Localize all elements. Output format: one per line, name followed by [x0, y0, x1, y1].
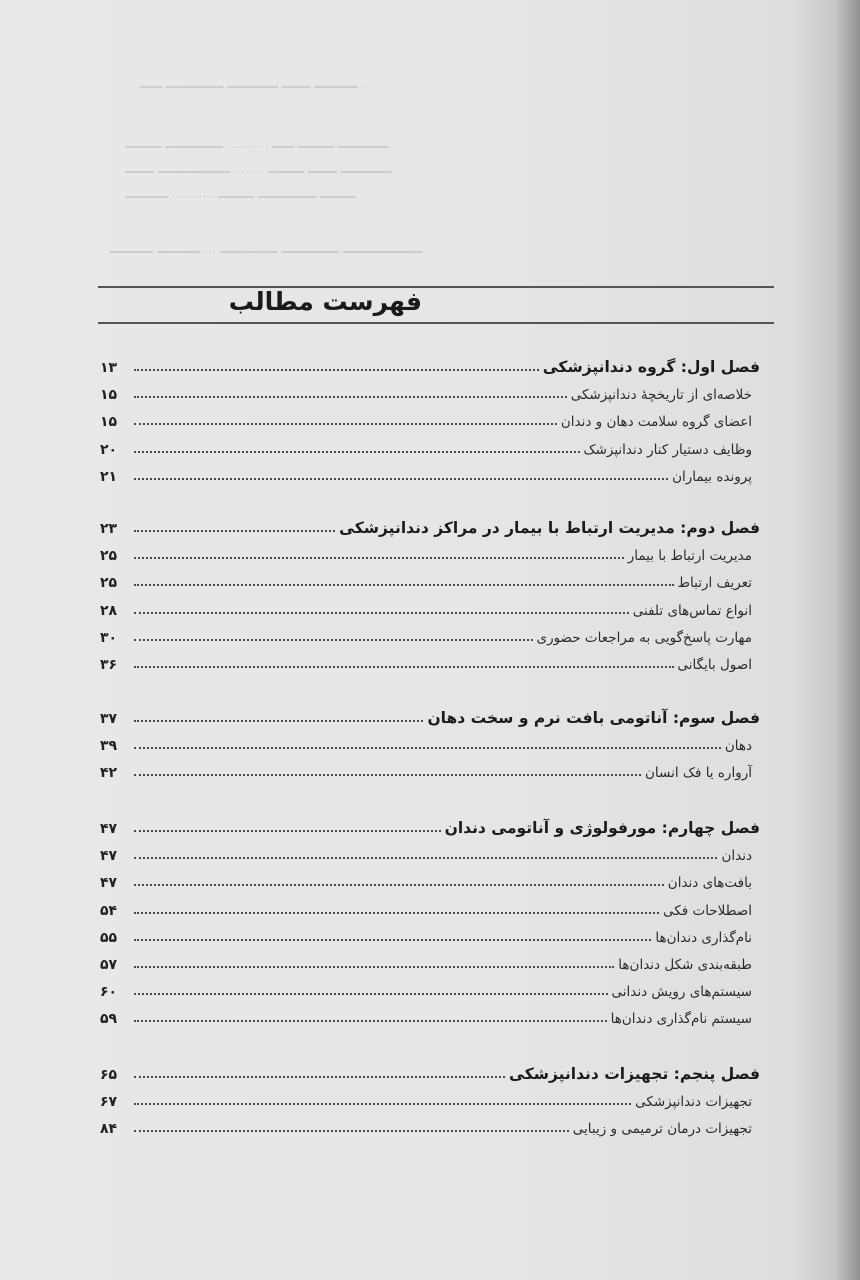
toc-entry-row	[100, 593, 760, 619]
page-number: ۳۰	[100, 629, 118, 646]
toc-entry-label: تعریف ارتباط	[677, 575, 752, 592]
toc-entry-row	[100, 1084, 760, 1110]
toc-entry-label: سیستم نام‌گذاری دندان‌ها	[610, 1011, 752, 1028]
page-number: ۸۴	[100, 1121, 118, 1138]
chapter-title: فصل پنجم: تجهیزات دندانپزشکی	[509, 1065, 760, 1083]
dot-leader	[134, 884, 664, 886]
dot-leader	[134, 396, 567, 398]
dot-leader	[134, 639, 533, 641]
page-number: ۴۷	[100, 875, 118, 892]
toc-entry-row	[100, 404, 760, 430]
toc-entry-row	[100, 565, 760, 591]
dot-leader	[134, 584, 674, 586]
page-number: ۴۷	[100, 821, 118, 837]
toc-entry-row	[100, 647, 760, 673]
page-number: ۳۶	[100, 657, 118, 673]
toc-entry-label: نام‌گذاری دندان‌ها	[655, 929, 752, 946]
page-title: فهرست مطالب	[228, 287, 422, 316]
toc-entry-label: اصول بایگانی	[677, 657, 752, 673]
dot-leader	[134, 451, 580, 453]
dot-leader	[134, 720, 423, 722]
chapter-title: فصل چهارم: مورفولوژی و آناتومی دندان	[444, 819, 760, 837]
dot-leader	[134, 912, 659, 914]
toc-entry-row	[100, 1111, 760, 1137]
page-number: ۱۵	[100, 387, 118, 404]
toc-entry-label: دندان	[721, 848, 752, 865]
page-number: ۲۵	[100, 575, 118, 592]
dot-leader	[134, 857, 717, 859]
dot-leader	[134, 666, 674, 668]
dot-leader	[134, 530, 335, 532]
page-number: ۱۳	[100, 360, 118, 376]
dot-leader	[134, 369, 539, 371]
toc-chapter-row	[100, 811, 760, 837]
dot-leader	[134, 966, 614, 968]
dot-leader	[134, 939, 651, 941]
page-number: ۲۰	[100, 441, 118, 458]
toc-chapter-row	[100, 511, 760, 537]
toc-entry-label: خلاصه‌ای از تاریخچهٔ دندانپزشکی	[570, 387, 752, 404]
toc-entry-label: مدیریت ارتباط با بیمار	[627, 548, 752, 565]
toc-entry-row	[100, 920, 760, 946]
page-number: ۲۵	[100, 548, 118, 565]
toc-entry-label: تجهیزات درمان ترمیمی و زیبایی	[572, 1121, 752, 1138]
dot-leader	[134, 423, 557, 425]
toc-entry-row	[100, 459, 760, 485]
dot-leader	[134, 1130, 569, 1132]
page-number: ۶۷	[100, 1094, 118, 1111]
toc-entry-row	[100, 755, 760, 781]
toc-entry-label: وظایف دستیار کنار دندانپزشک	[583, 441, 752, 458]
toc-entry-label: انواع تماس‌های تلفنی	[632, 602, 752, 619]
dot-leader	[134, 1076, 505, 1078]
toc-entry-label: پرونده بیماران	[672, 468, 752, 485]
dot-leader	[134, 557, 624, 559]
toc-entry-label: تجهیزات دندانپزشکی	[635, 1094, 752, 1111]
page-number: ۳۹	[100, 738, 118, 755]
chapter-title: فصل سوم: آناتومی بافت نرم و سخت دهان	[427, 709, 760, 727]
show-through-text: ━━━━━━━ ━━━━ ━━━━━ ········ ━━━━━━━━━━ ━━━━	[125, 165, 392, 179]
toc-entry-row	[100, 377, 760, 403]
page-number: ۵۹	[100, 1011, 118, 1028]
toc-chapter-row	[100, 701, 760, 727]
page-number: ۲۸	[100, 602, 118, 619]
dot-leader	[134, 747, 721, 749]
page-number: ۳۷	[100, 711, 118, 727]
toc-entry-label: دهان	[724, 738, 752, 755]
page-number: ۲۱	[100, 468, 118, 485]
dot-leader	[134, 830, 441, 832]
page-number: ۶۰	[100, 984, 118, 1001]
toc-entry-row	[100, 838, 760, 864]
toc-entry-row	[100, 432, 760, 458]
toc-entry-label: آرواره یا فک انسان	[645, 765, 752, 782]
toc-entry-row	[100, 893, 760, 919]
toc-entry-row	[100, 947, 760, 973]
toc-entry-label: اصطلاحات فکی	[663, 902, 752, 919]
toc-entry-row	[100, 1001, 760, 1027]
toc-entry-row	[100, 620, 760, 646]
page-number: ۴۷	[100, 848, 118, 865]
toc-entry-label: مهارت پاسخ‌گویی به مراجعات حضوری	[536, 629, 752, 646]
page-number: ۶۵	[100, 1067, 118, 1083]
dot-leader	[134, 1103, 631, 1105]
toc-chapter-row	[100, 350, 760, 376]
page-number: ۴۲	[100, 765, 118, 782]
show-through-text: · ━━━━━━ ━━━━ ━━━━━━━ ━━━━━━━━ ━━━	[140, 80, 366, 94]
chapter-title: فصل دوم: مدیریت ارتباط با بیمار در مراکز دندانپزشکی	[339, 519, 760, 537]
page-number: ۱۵	[100, 414, 118, 431]
toc-entry-row	[100, 728, 760, 754]
dot-leader	[134, 774, 641, 776]
show-through-text: ━━━━━━━ ━━━━━ ━━━ ··········· ━━━━━━━━ ━━━━━	[125, 140, 389, 154]
page-number: ۵۵	[100, 929, 118, 946]
toc-entry-row	[100, 538, 760, 564]
page-number: ۲۳	[100, 521, 118, 537]
dot-leader	[134, 612, 629, 614]
toc-entry-label: اعضای گروه سلامت دهان و دندان	[560, 414, 752, 431]
toc-entry-label: بافت‌های دندان	[667, 875, 752, 892]
show-through-text: ━━━━━━━━━━━ ━━━━━━━━ ━━━━━━━━ ··· ━━━━━━ ━━━━━━	[110, 245, 423, 259]
dot-leader	[134, 993, 608, 995]
dot-leader	[134, 478, 668, 480]
toc-entry-row	[100, 865, 760, 891]
dot-leader	[134, 1020, 607, 1022]
toc-chapter-row	[100, 1057, 760, 1083]
toc-entry-label: سیستم‌های رویش دندانی	[611, 984, 752, 1001]
toc-entry-label: طبقه‌بندی شکل دندان‌ها	[618, 957, 752, 973]
page-number: ۵۴	[100, 902, 118, 919]
chapter-title: فصل اول: گروه دندانپزشکی	[542, 358, 760, 376]
show-through-text: ━━━━━ ━━━━━━━━ ━━━━━ ··········· ━━━━━━	[125, 190, 356, 204]
page-number: ۵۷	[100, 957, 118, 973]
toc-entry-row	[100, 974, 760, 1000]
